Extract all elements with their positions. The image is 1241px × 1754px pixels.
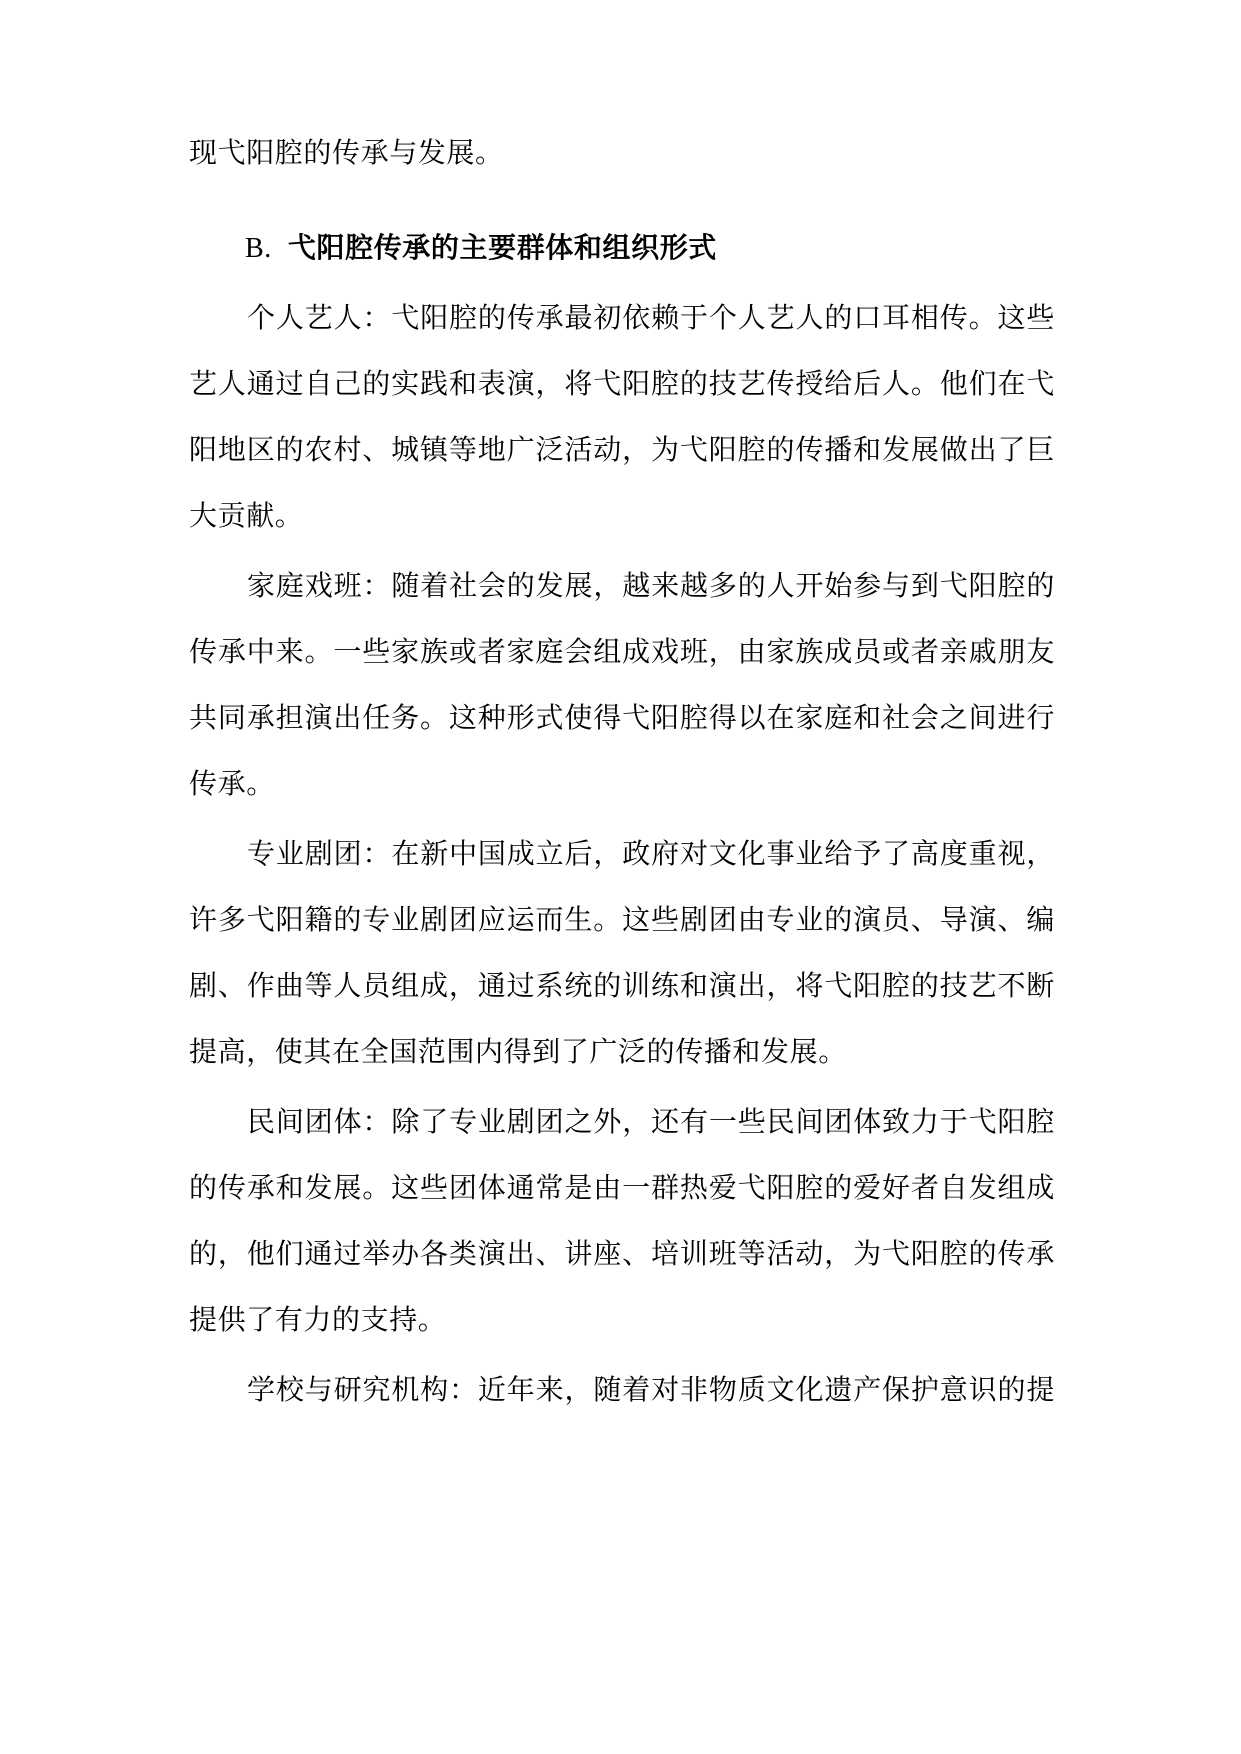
paragraph-line: 提供了有力的支持。 bbox=[189, 1303, 447, 1336]
paragraph-line: 的传承和发展。这些团体通常是由一群热爱弋阳腔的爱好者自发组成 bbox=[189, 1171, 1055, 1204]
paragraph-line: 传承。 bbox=[189, 767, 275, 800]
paragraph-line: 艺人通过自己的实践和表演，将弋阳腔的技艺传授给后人。他们在弋 bbox=[189, 367, 1055, 400]
paragraph-line: 大贡献。 bbox=[189, 499, 304, 532]
paragraph-line: 传承中来。一些家族或者家庭会组成戏班，由家族成员或者亲戚朋友 bbox=[189, 635, 1055, 668]
intro-line: 现弋阳腔的传承与发展。 bbox=[189, 136, 504, 169]
paragraph-line: 提高，使其在全国范围内得到了广泛的传播和发展。 bbox=[189, 1035, 847, 1068]
paragraph-line: 家庭戏班：随着社会的发展，越来越多的人开始参与到弋阳腔的 bbox=[247, 569, 1055, 602]
paragraph-line: 民间团体：除了专业剧团之外，还有一些民间团体致力于弋阳腔 bbox=[247, 1105, 1055, 1138]
section-number: B. bbox=[245, 233, 272, 264]
paragraph-line: 的，他们通过举办各类演出、讲座、培训班等活动，为弋阳腔的传承 bbox=[189, 1237, 1055, 1270]
paragraph-line: 许多弋阳籍的专业剧团应运而生。这些剧团由专业的演员、导演、编 bbox=[189, 903, 1055, 936]
paragraph-line: 阳地区的农村、城镇等地广泛活动，为弋阳腔的传播和发展做出了巨 bbox=[189, 433, 1055, 466]
paragraph-line: 学校与研究机构：近年来，随着对非物质文化遗产保护意识的提 bbox=[247, 1373, 1055, 1406]
paragraph-line: 共同承担演出任务。这种形式使得弋阳腔得以在家庭和社会之间进行 bbox=[189, 701, 1055, 734]
paragraph-line: 个人艺人：弋阳腔的传承最初依赖于个人艺人的口耳相传。这些 bbox=[247, 301, 1055, 334]
paragraph-line: 专业剧团：在新中国成立后，政府对文化事业给予了高度重视， bbox=[247, 837, 1055, 870]
section-heading bbox=[245, 228, 717, 269]
section-title: 弋阳腔传承的主要群体和组织形式 bbox=[287, 231, 717, 264]
paragraph-line: 剧、作曲等人员组成，通过系统的训练和演出，将弋阳腔的技艺不断 bbox=[189, 969, 1055, 1002]
